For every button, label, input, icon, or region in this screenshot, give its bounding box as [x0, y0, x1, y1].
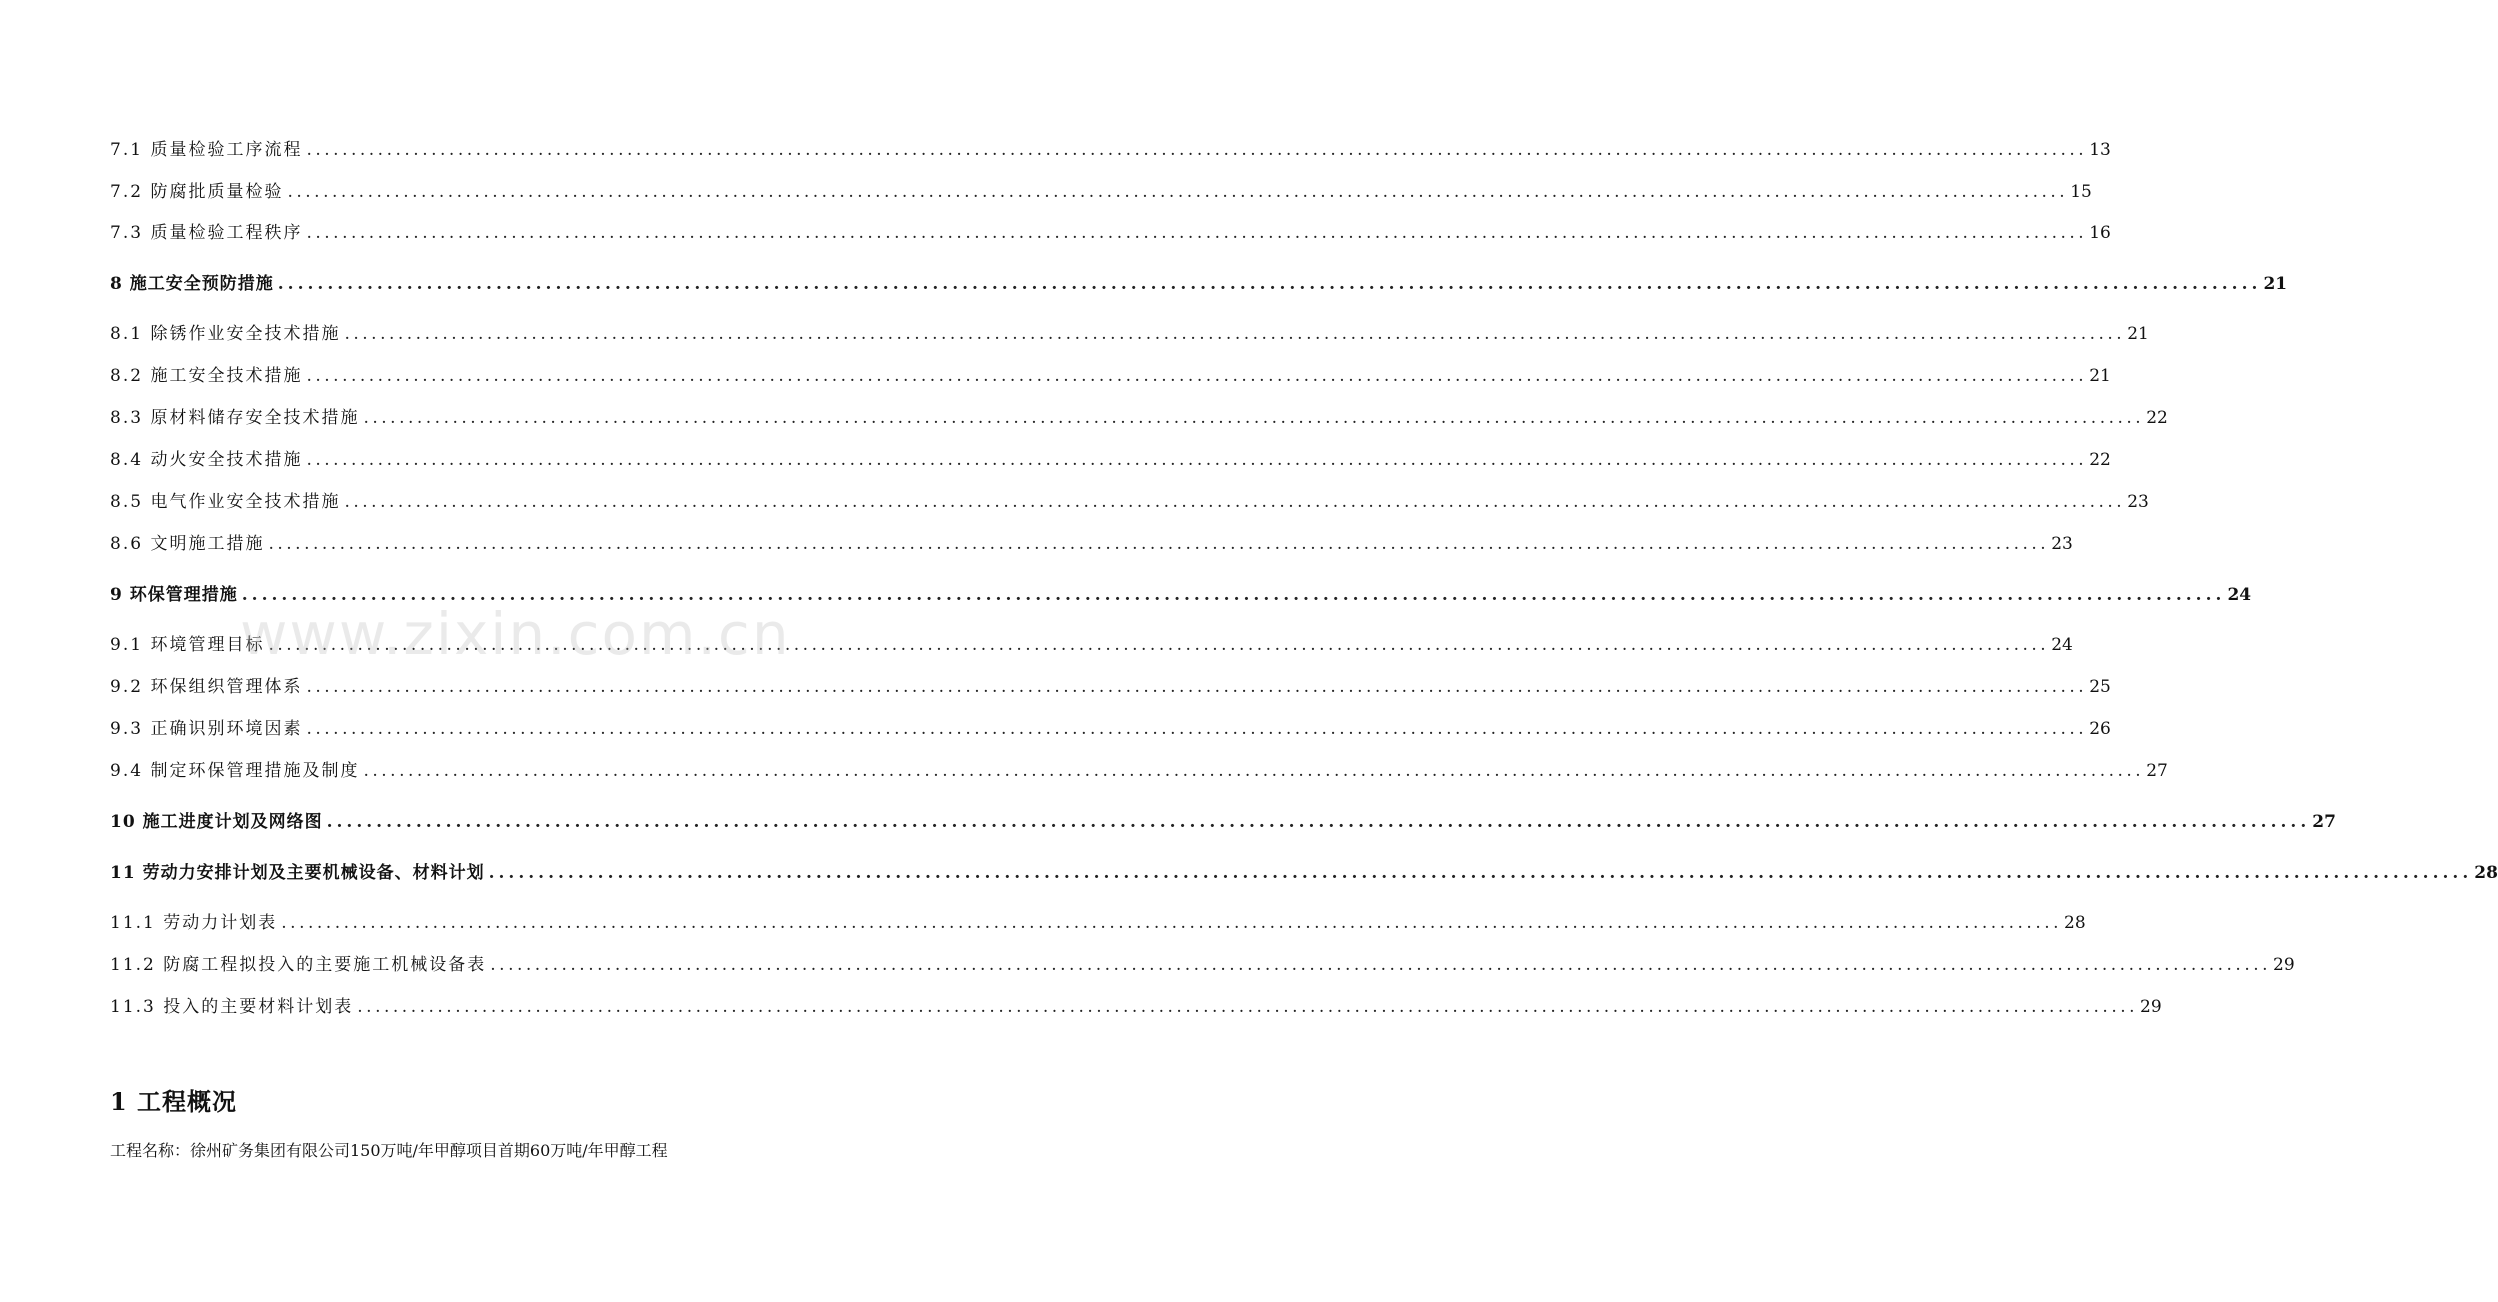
toc-entry[interactable] [110, 675, 2111, 699]
toc-entry-label: 10 施工进度计划及网络图 [110, 812, 323, 832]
toc-entry-page: 22 [2146, 408, 2168, 428]
toc-entry-label: 8.3 原材料储存安全技术措施 [110, 408, 360, 428]
toc-entry-label: 8.2 施工安全技术措施 [110, 366, 303, 386]
toc-entry-page: 26 [2089, 719, 2111, 739]
toc-entry-label: 7.1 质量检验工序流程 [110, 140, 303, 160]
toc-entry-label: 9.4 制定环保管理措施及制度 [110, 761, 360, 781]
toc-entry-label: 8.1 除锈作业安全技术措施 [110, 324, 341, 344]
toc-entry-page: 28 [2064, 913, 2086, 933]
toc-entry-label: 8.6 文明施工措施 [110, 534, 265, 554]
toc-entry-page: 22 [2089, 450, 2111, 470]
toc-entry[interactable] [110, 861, 2498, 885]
toc-leader-dots: ........................................................................................................................................................................................................ [306, 719, 2088, 739]
toc-leader-dots: ........................................................................................................................................................................................................ [363, 761, 2145, 781]
toc-leader-dots: ........................................................................................................................................................................................................ [344, 324, 2126, 344]
toc-leader-dots: ........................................................................................................................................................................................................ [306, 366, 2088, 386]
toc-entry[interactable] [110, 583, 2252, 607]
toc-entry[interactable] [110, 322, 2149, 346]
toc-entry-page: 23 [2051, 534, 2073, 554]
toc-entry-page: 21 [2127, 324, 2149, 344]
watermark-text: www.zixin.com.cn [240, 600, 791, 668]
toc-entry[interactable] [110, 810, 2336, 834]
toc-leader-dots: ........................................................................................................................................................................................................ [326, 812, 2311, 832]
toc-entry-label: 11.3 投入的主要材料计划表 [110, 997, 354, 1017]
toc-entry-label: 11 劳动力安排计划及主要机械设备、材料计划 [110, 863, 485, 883]
toc-leader-dots: ........................................................................................................................................................................................................ [287, 182, 2069, 202]
toc-entry-page: 28 [2474, 863, 2498, 883]
toc-entry[interactable] [110, 532, 2073, 556]
toc-entry[interactable] [110, 717, 2111, 741]
toc-entry-label: 9.3 正确识别环境因素 [110, 719, 303, 739]
toc-entry-label: 11.2 防腐工程拟投入的主要施工机械设备表 [110, 955, 487, 975]
toc-entry-label: 7.2 防腐批质量检验 [110, 182, 284, 202]
toc-entry-label: 9.2 环保组织管理体系 [110, 677, 303, 697]
toc-entry-label: 9 环保管理措施 [110, 585, 238, 605]
toc-leader-dots: ........................................................................................................................................................................................................ [490, 955, 2272, 975]
toc-leader-dots: ........................................................................................................................................................................................................ [268, 534, 2050, 554]
toc-entry-page: 15 [2070, 182, 2092, 202]
toc-leader-dots: ........................................................................................................................................................................................................ [488, 863, 2473, 883]
toc-leader-dots: ........................................................................................................................................................................................................ [344, 492, 2126, 512]
toc-entry-label: 11.1 劳动力计划表 [110, 913, 278, 933]
toc-entry[interactable] [110, 138, 2111, 162]
toc-entry-page: 25 [2089, 677, 2111, 697]
toc-leader-dots: ........................................................................................................................................................................................................ [268, 635, 2050, 655]
toc-entry-page: 16 [2089, 223, 2111, 243]
toc-leader-dots: ........................................................................................................................................................................................................ [281, 913, 2063, 933]
toc-leader-dots: ........................................................................................................................................................................................................ [306, 140, 2088, 160]
toc-entry-label: 8 施工安全预防措施 [110, 274, 274, 294]
toc-entry-label: 7.3 质量检验工程秩序 [110, 223, 303, 243]
toc-entry-page: 21 [2263, 274, 2288, 294]
toc-leader-dots: ........................................................................................................................................................................................................ [277, 274, 2262, 294]
toc-leader-dots: ........................................................................................................................................................................................................ [306, 450, 2088, 470]
toc-entry-label: 8.5 电气作业安全技术措施 [110, 492, 341, 512]
toc-entry-page: 24 [2227, 585, 2252, 605]
toc-leader-dots: ........................................................................................................................................................................................................ [357, 997, 2139, 1017]
toc-entry[interactable] [110, 180, 2092, 204]
toc-entry[interactable] [110, 633, 2073, 657]
toc-leader-dots: ........................................................................................................................................................................................................ [241, 585, 2226, 605]
toc-entry-label: 8.4 动火安全技术措施 [110, 450, 303, 470]
toc-entry[interactable] [110, 911, 2086, 935]
toc-leader-dots: ........................................................................................................................................................................................................ [363, 408, 2145, 428]
toc-entry[interactable] [110, 759, 2168, 783]
toc-entry[interactable] [110, 995, 2162, 1019]
project-name-line: 工程名称：徐州矿务集团有限公司150万吨/年甲醇项目首期60万吨/年甲醇工程 [110, 1141, 668, 1160]
toc-entry[interactable] [110, 364, 2111, 388]
toc-entry[interactable] [110, 406, 2168, 430]
toc-entry-page: 27 [2146, 761, 2168, 781]
toc-entry-page: 29 [2140, 997, 2162, 1017]
toc-leader-dots: ........................................................................................................................................................................................................ [306, 677, 2088, 697]
toc-leader-dots: ........................................................................................................................................................................................................ [306, 223, 2088, 243]
toc-entry-page: 29 [2273, 955, 2295, 975]
toc-entry[interactable] [110, 953, 2295, 977]
toc-entry[interactable] [110, 490, 2149, 514]
toc-entry-page: 24 [2051, 635, 2073, 655]
toc-entry-page: 23 [2127, 492, 2149, 512]
toc-entry-page: 21 [2089, 366, 2111, 386]
toc-entry-page: 27 [2312, 812, 2336, 832]
section-heading: 1 工程概况 [110, 1087, 238, 1116]
toc-entry[interactable] [110, 448, 2111, 472]
toc-entry-label: 9.1 环境管理目标 [110, 635, 265, 655]
toc-entry[interactable] [110, 272, 2288, 296]
toc-entry-page: 13 [2089, 140, 2111, 160]
toc-entry[interactable] [110, 221, 2111, 245]
